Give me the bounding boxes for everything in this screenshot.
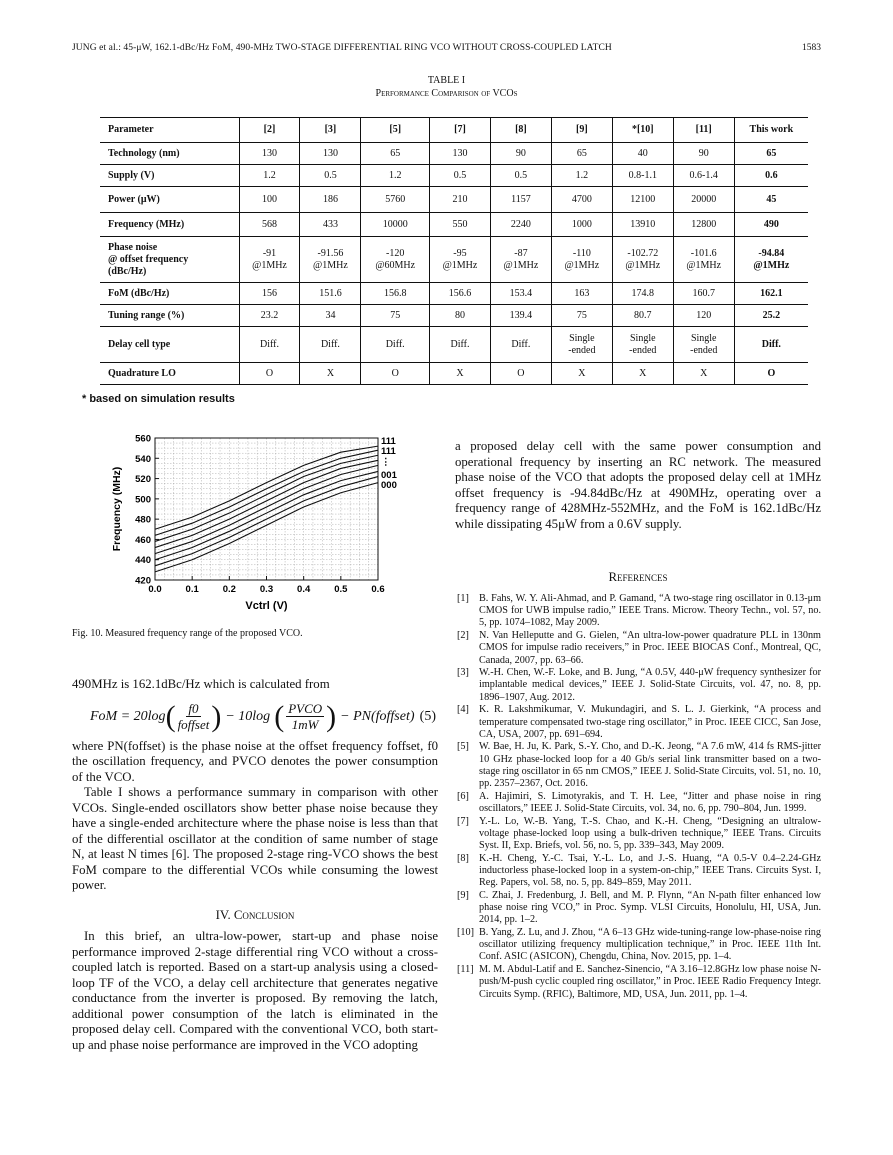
code-annotation: 111 [381,436,396,447]
table-cell: Diff. [239,327,300,363]
table-cell: 90 [673,143,734,165]
reference-text: N. Van Helleputte and G. Gielen, “An ultra-low-power quadrature PLL in 130nm CMOS for impulse radio receivers,” in Proc. IEEE BIOCAS Conf., Montreal, QC, Canada, 2007, pp. 63–66. [479,630,821,666]
table-cell: Diff. [490,327,551,363]
row-label: FoM (dBc/Hz) [100,283,239,305]
table-row [100,305,808,327]
eq-1mw: 1mW [291,717,319,732]
table-cell: 12800 [673,213,734,237]
table-cell: 5760 [361,187,430,213]
code-annotation: 001 [381,470,397,481]
reference-item [455,741,821,790]
table-cell: 4700 [551,187,612,213]
table-cell: Single -ended [551,327,612,363]
x-tick-label: 0.4 [297,584,311,595]
x-axis-label: Vctrl (V) [245,600,288,612]
y-axis-label: Frequency (MHz) [111,466,123,552]
table-cell: -101.6 @1MHz [673,237,734,283]
reference-text: C. Zhai, J. Fredenburg, J. Bell, and M. P. Flynn, “An N-path filter enhanced low phase noise ring VCO,” in Proc. Symp. VLSI Circuits, Honolulu, HI, USA, Jun. 2014, pp. 1–2. [479,889,821,926]
row-label: Phase noise @ offset frequency (dBc/Hz) [100,237,239,283]
x-tick-label: 0.1 [185,584,199,595]
y-tick-label: 460 [135,534,151,546]
reference-item [455,630,821,667]
row-label: Supply (V) [100,165,239,187]
right-column [455,439,821,532]
reference-number: [7] [457,815,469,827]
table-cell: 568 [239,213,300,237]
table-row [100,143,808,165]
reference-text: K. R. Lakshmikumar, V. Mukundagiri, and S. L. J. Gierkink, “A process and temperature compensated two-stage ring oscillator,” in Proc. IEEE CICC, San Jose, CA, USA, 2007, pp. 691–694. [479,704,821,740]
table-cell: 34 [300,305,361,327]
table-label: TABLE I [427,75,466,86]
table-cell: 120 [673,305,734,327]
table-cell: 20000 [673,187,734,213]
reference-number: [1] [457,593,469,604]
table-cell: 80 [430,305,491,327]
table-cell: X [551,363,612,385]
table-cell: 2240 [490,213,551,237]
table-row [100,327,808,363]
y-tick-label: 440 [135,555,151,567]
row-label: Frequency (MHz) [100,213,239,237]
table-row [100,283,808,305]
table-cell: X [300,363,361,385]
reference-item [455,791,821,815]
table-cell: 0.5 [430,165,491,187]
table-cell: 12100 [612,187,673,213]
reference-text: K.-H. Cheng, Y.-C. Tsai, Y.-L. Lo, and J.-S. Huang, “A 0.5-V 0.4–2.24-GHz inductorless phase-locked loop in a system-on-chip,” IEEE Trans. Circuits Syst. I, Reg. Papers, vol. 58, no. 5, pp. 849–859, May 2011. [479,852,821,889]
running-head: JUNG et al.: 45-μW, 162.1-dBc/Hz FoM, 490-MHz TWO-STAGE DIFFERENTIAL RING VCO WITHOUT CROSS-COUPLED LATCH [72,43,612,53]
paragraph: a proposed delay cell with the same power consumption and operational frequency by inserting an RC network. The measured phase noise of the VCO that adopts the proposed delay cell at 1MHz offset frequency is -94.84dBc/Hz at 490MHz, operating over a frequency range of 428MHz-552MHz, and the FoM is 162.1dBc/Hz while dissipating 45μW from a 0.6V supply. [455,439,821,531]
table-cell: 153.4 [490,283,551,305]
reference-text: A. Hajimiri, S. Limotyrakis, and T. H. Lee, “Jitter and phase noise in ring oscillators,” IEEE J. Solid-State Circuits, vol. 34, no. 6, pp. 790–804, Jun. 1999. [479,790,821,814]
reference-item [455,593,821,630]
table-cell: O [239,363,300,385]
reference-number: [8] [457,852,469,864]
x-tick-label: 0.5 [334,584,348,595]
table-cell: 163 [551,283,612,305]
table-cell: 10000 [361,213,430,237]
table-cell: 1.2 [551,165,612,187]
table-cell: 139.4 [490,305,551,327]
table-cell: 0.6 [734,165,808,187]
reference-item [455,964,821,1001]
table-cell: -91 @1MHz [239,237,300,283]
references-list [455,593,821,1001]
table-cell: 25.2 [734,305,808,327]
left-column [72,677,438,1053]
eq-foffset: foffset [177,717,210,732]
table-cell: 210 [430,187,491,213]
reference-item [455,927,821,964]
performance-table [100,117,808,385]
table-cell: Single -ended [673,327,734,363]
code-annotation: 111 [381,446,396,457]
table-header-cell: [11] [673,118,734,143]
table-cell: 550 [430,213,491,237]
table-cell: 130 [300,143,361,165]
x-tick-label: 0.2 [222,584,236,595]
table-cell: 75 [361,305,430,327]
y-tick-label: 500 [135,494,151,506]
table-cell: -120 @60MHz [361,237,430,283]
table-cell: 45 [734,187,808,213]
frequency-chart [100,430,420,615]
table-cell: O [490,363,551,385]
y-tick-label: 480 [135,514,151,526]
table-cell: 0.6-1.4 [673,165,734,187]
table-cell: 80.7 [612,305,673,327]
figure-caption: Fig. 10. Measured frequency range of the proposed VCO. [72,628,303,639]
table-cell: 151.6 [300,283,361,305]
table-cell: 156 [239,283,300,305]
y-tick-label: 540 [135,453,151,465]
paragraph: where PN(foffset) is the phase noise at the offset frequency foffset, f0 the oscillation frequency, and PVCO denotes the power consumption of the VCO. [72,738,438,784]
intro-line: 490MHz is 162.1dBc/Hz which is calculated from [72,677,330,691]
table-cell: 160.7 [673,283,734,305]
table-header-cell: *[10] [612,118,673,143]
eq-pvco: PVCO [288,700,323,716]
table-cell: 0.8-1.1 [612,165,673,187]
row-label: Quadrature LO [100,363,239,385]
table-cell: -110 @1MHz [551,237,612,283]
table-cell: Diff. [300,327,361,363]
reference-text: M. M. Abdul-Latif and E. Sanchez-Sinencio, “A 3.16–12.8GHz low phase noise N-push/M-push cyclic coupled ring oscillator,” in Proc. IEEE Radio Frequency Integr. Circuits Symp. (RFIC), Baltimore, MD, USA, Jun. 2011, pp. 1–4. [479,964,821,1000]
table-cell: 156.8 [361,283,430,305]
section-title: IV. Conclusion [215,907,295,922]
table-cell: 0.5 [300,165,361,187]
table-cell: 75 [551,305,612,327]
paragraph: In this brief, an ultra-low-power, start-up and phase noise performance improved 2-stage differential ring VCO without a cross-coupled latch is reported. Based on a start-up analysis using a closed-loop TF of the VCO, a delay cell architecture that generates negative conductance from the inverter is proposed. By removing the latch, additional power consumption of the latch is eliminated in the proposed delay cell. Compared with the conventional VCO, both start-up and phase noise performance are improved in the VCO adopting [72,929,438,1052]
table-row [100,165,808,187]
table-cell: Diff. [734,327,808,363]
table-cell: 100 [239,187,300,213]
row-label: Technology (nm) [100,143,239,165]
x-tick-label: 0.0 [148,584,162,595]
table-cell: 433 [300,213,361,237]
reference-number: [3] [457,667,469,679]
y-tick-label: 420 [135,575,151,587]
table-header-cell: [2] [239,118,300,143]
table-body [100,143,808,385]
row-label: Delay cell type [100,327,239,363]
reference-number: [9] [457,889,469,901]
reference-text: W.-H. Chen, W.-F. Loke, and B. Jung, “A 0.5V, 440-μW frequency synthesizer for implantable medical devices,” IEEE J. Solid-State Circuits, vol. 47, no. 8, pp. 1896–1907, Aug. 2012. [479,667,821,703]
table-cell: 490 [734,213,808,237]
references-title: References [608,570,668,584]
reference-item [455,890,821,927]
table-cell: 40 [612,143,673,165]
reference-text: B. Yang, Z. Lu, and J. Zhou, “A 6–13 GHz wide-tuning-range low-phase-noise ring oscillator utilizing frequency multiplication technique,” in Proc. IEEE 11th Int. Conf. ASIC (ASICON), Chengdu, China, Nov. 2015, pp. 1–4. [479,926,821,963]
reference-number: [2] [457,630,469,642]
table-cell: 1157 [490,187,551,213]
table-cell: 23.2 [239,305,300,327]
table-cell: 162.1 [734,283,808,305]
table-header-row [100,118,808,143]
page-number: 1583 [802,43,821,53]
table-cell: 65 [551,143,612,165]
table-cell: 13910 [612,213,673,237]
table-header-cell: This work [734,118,808,143]
table-cell: Single -ended [612,327,673,363]
reference-text: Y.-L. Lo, W.-B. Yang, T.-S. Chao, and K.-H. Cheng, “Designing an ultralow-voltage phase-locked loop using a bulk-driven technique,” IEEE Trans. Circuits Syst. II, Exp. Briefs, vol. 56, no. 5, pp. 339–343, May 2009. [479,815,821,852]
table-cell: -91.56 @1MHz [300,237,361,283]
table-row [100,237,808,283]
table-row [100,363,808,385]
table-cell: -87 @1MHz [490,237,551,283]
table-cell: O [361,363,430,385]
table-caption: Performance Comparison of VCOs [375,88,518,99]
reference-number: [10] [457,926,474,938]
table-cell: 174.8 [612,283,673,305]
reference-number: [6] [457,790,469,802]
table-cell: 186 [300,187,361,213]
y-tick-label: 560 [135,433,151,445]
code-annotation: ⋮ [381,457,391,468]
table-footnote: * based on simulation results [82,393,235,405]
x-tick-label: 0.3 [259,584,274,595]
reference-text: B. Fahs, W. Y. Ali-Ahmad, and P. Gamand, “A two-stage ring oscillator in 0.13-μm CMOS for UWB impulse radio,” IEEE Trans. Microw. Theory Techn., vol. 57, no. 5, pp. 1074–1082, May 2009. [479,593,821,629]
eq-rhs: − PN(foffset) [340,708,415,724]
row-label: Power (μW) [100,187,239,213]
table-title [0,74,893,100]
reference-item [455,853,821,890]
x-tick-label: 0.6 [371,584,385,595]
eq-number: (5) [419,708,436,724]
reference-item [455,816,821,853]
eq-mid: − 10log [225,708,271,724]
table-header-cell: [8] [490,118,551,143]
table-cell: 65 [361,143,430,165]
table-cell: 65 [734,143,808,165]
reference-number: [5] [457,741,469,753]
table-cell: X [430,363,491,385]
reference-item [455,667,821,704]
table-row [100,213,808,237]
table-cell: Diff. [361,327,430,363]
reference-item [455,704,821,741]
table-cell: Diff. [430,327,491,363]
table-header-cell: [3] [300,118,361,143]
equation-5: FoM = 20log ( $\frac{f0}{\text{foffset}}$ ) − 10log ( $\frac{\text{PVCO}}{1mW}$ ) − PN(foffset) (5) [90,699,436,733]
reference-number: [11] [457,964,474,976]
table-header-cell: Parameter [100,118,239,143]
table-header-cell: [5] [361,118,430,143]
table-header-cell: [9] [551,118,612,143]
table-cell: X [673,363,734,385]
table-cell: 1000 [551,213,612,237]
table-header-cell: [7] [430,118,491,143]
y-tick-label: 520 [135,474,151,486]
table-cell: X [612,363,673,385]
code-annotation: 000 [381,480,397,491]
reference-number: [4] [457,704,469,716]
reference-text: W. Bae, H. Ju, K. Park, S.-Y. Cho, and D.-K. Jeong, “A 7.6 mW, 414 fs RMS-jitter 10 GHz phase-locked loop for a 40 Gb/s serial link transmitter based on a two-stage ring oscillator in 65 nm CMOS,” IEEE J. Solid-State Circuits, vol. 51, no. 10, pp. 2357–2367, Oct. 2016. [479,741,821,790]
table-cell: 130 [239,143,300,165]
table-cell: -94.84 @1MHz [734,237,808,283]
table-cell: 130 [430,143,491,165]
table-cell: 1.2 [361,165,430,187]
paragraph: Table I shows a performance summary in comparison with other VCOs. Single-ended oscillators show better phase noise because they have a single-ended architecture where the phase noise is less than that of the differential oscillator at the condition of same number of stage N, at least N times [6]. The proposed 2-stage ring-VCO shows the best FoM compare to the differential VCOs while consuming the lowest power. [72,785,438,892]
row-label: Tuning range (%) [100,305,239,327]
table-cell: 1.2 [239,165,300,187]
eq-f0: f0 [188,700,199,716]
table-cell: -95 @1MHz [430,237,491,283]
table-cell: O [734,363,808,385]
table-cell: -102.72 @1MHz [612,237,673,283]
table-cell: 90 [490,143,551,165]
eq-lhs: FoM = 20log [90,708,166,724]
table-row [100,187,808,213]
table-cell: 0.5 [490,165,551,187]
table-cell: 156.6 [430,283,491,305]
